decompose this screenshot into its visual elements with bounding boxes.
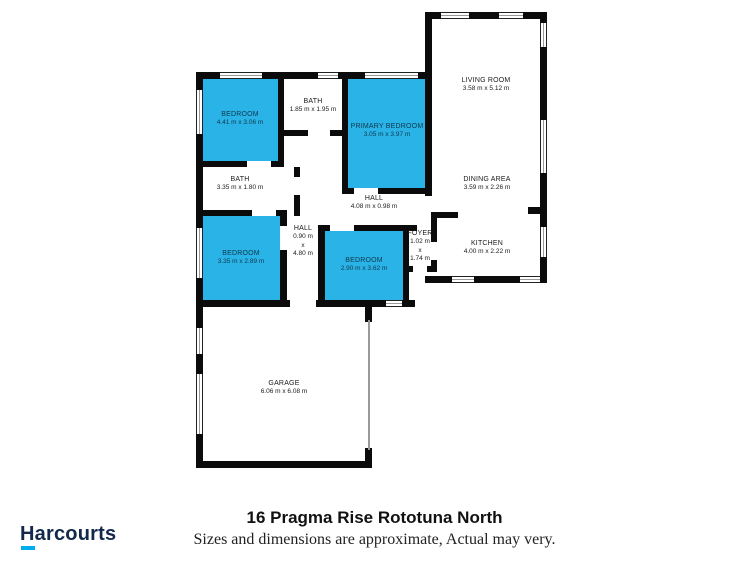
room-dims: 1.74 m <box>410 254 430 262</box>
room-name: DINING AREA <box>463 176 511 183</box>
wall-segment <box>196 300 290 307</box>
window-marker <box>318 72 338 79</box>
window-marker <box>441 12 469 19</box>
page-title: 16 Pragma Rise Rototuna North <box>246 508 503 527</box>
wall-segment <box>403 266 413 272</box>
room-label-primary-bedroom <box>347 122 427 140</box>
room-dims: 0.90 m <box>293 233 313 241</box>
disclaimer-text: Sizes and dimensions are approximate, Actual may very. <box>193 531 556 548</box>
garage-boundary-line <box>368 320 370 450</box>
wall-segment <box>354 225 409 231</box>
wall-segment <box>431 212 437 225</box>
wall-segment <box>196 461 372 468</box>
room-dims: 3.59 m x 2.26 m <box>463 184 511 192</box>
room-dims: 1.02 m <box>410 238 430 246</box>
room-name: BEDROOM <box>221 111 259 118</box>
room-name: BATH <box>303 98 323 105</box>
wall-segment <box>284 130 308 136</box>
wall-segment <box>203 161 247 167</box>
window-marker <box>386 300 402 307</box>
wall-segment <box>425 12 432 79</box>
room-dims: 2.90 m x 3.62 m <box>340 265 388 273</box>
room-label-foyer <box>402 229 438 263</box>
window-marker <box>540 227 547 257</box>
room-label-kitchen <box>447 239 527 257</box>
wall-segment <box>427 266 437 272</box>
wall-segment <box>528 207 540 214</box>
wall-segment <box>271 161 284 167</box>
room-label-bath-2 <box>200 175 280 193</box>
room-name: GARAGE <box>268 380 300 387</box>
window-marker <box>452 276 474 283</box>
room-label-bedroom-1 <box>200 110 280 128</box>
room-dims: x <box>418 246 422 254</box>
room-dims: 6.06 m x 6.08 m <box>260 388 308 396</box>
window-marker <box>220 72 262 79</box>
window-marker <box>520 276 540 283</box>
room-dims: 4.41 m x 3.06 m <box>216 119 264 127</box>
room-name: HALL <box>293 225 313 232</box>
room-dims: 3.58 m x 5.12 m <box>462 85 510 93</box>
room-label-living-room <box>446 76 526 94</box>
window-marker <box>540 120 547 173</box>
wall-segment <box>294 167 300 177</box>
room-name: BEDROOM <box>222 250 260 257</box>
room-dims: 3.35 m x 1.80 m <box>216 184 264 192</box>
window-marker <box>499 12 523 19</box>
room-dims: x <box>301 241 305 249</box>
room-label-bath-1 <box>283 97 343 115</box>
wall-segment <box>365 300 372 322</box>
garage-door-marker <box>196 374 203 434</box>
room-name: LIVING ROOM <box>461 77 511 84</box>
room-label-bedroom-2 <box>201 249 281 267</box>
room-label-bedroom-3 <box>324 256 404 274</box>
wall-segment <box>294 195 300 216</box>
room-dims: 3.05 m x 3.97 m <box>363 131 411 139</box>
wall-segment <box>196 210 252 216</box>
logo-accent-bar <box>21 546 35 550</box>
room-name: BEDROOM <box>345 257 383 264</box>
room-name: FOYER <box>407 230 433 237</box>
brand-wordmark: Harcourts <box>20 523 117 545</box>
room-dims: 3.35 m x 2.89 m <box>217 258 265 266</box>
room-dims: 4.80 m <box>293 249 313 257</box>
room-label-garage <box>244 379 324 397</box>
room-name: HALL <box>364 195 384 202</box>
room-name: PRIMARY BEDROOM <box>350 123 424 130</box>
room-name: KITCHEN <box>470 240 504 247</box>
window-marker <box>196 328 203 354</box>
room-dims: 4.08 m x 0.98 m <box>350 203 398 211</box>
room-label-dining-area <box>447 175 527 193</box>
room-name: BATH <box>230 176 250 183</box>
window-marker <box>540 23 547 47</box>
harcourts-logo <box>20 523 116 546</box>
window-marker <box>365 72 418 79</box>
wall-segment <box>365 448 372 465</box>
room-label-hall-horizontal <box>334 194 414 212</box>
room-label-hall-vertical <box>285 224 321 258</box>
room-dims: 4.00 m x 2.22 m <box>463 248 511 256</box>
room-dims: 1.85 m x 1.95 m <box>289 106 337 114</box>
